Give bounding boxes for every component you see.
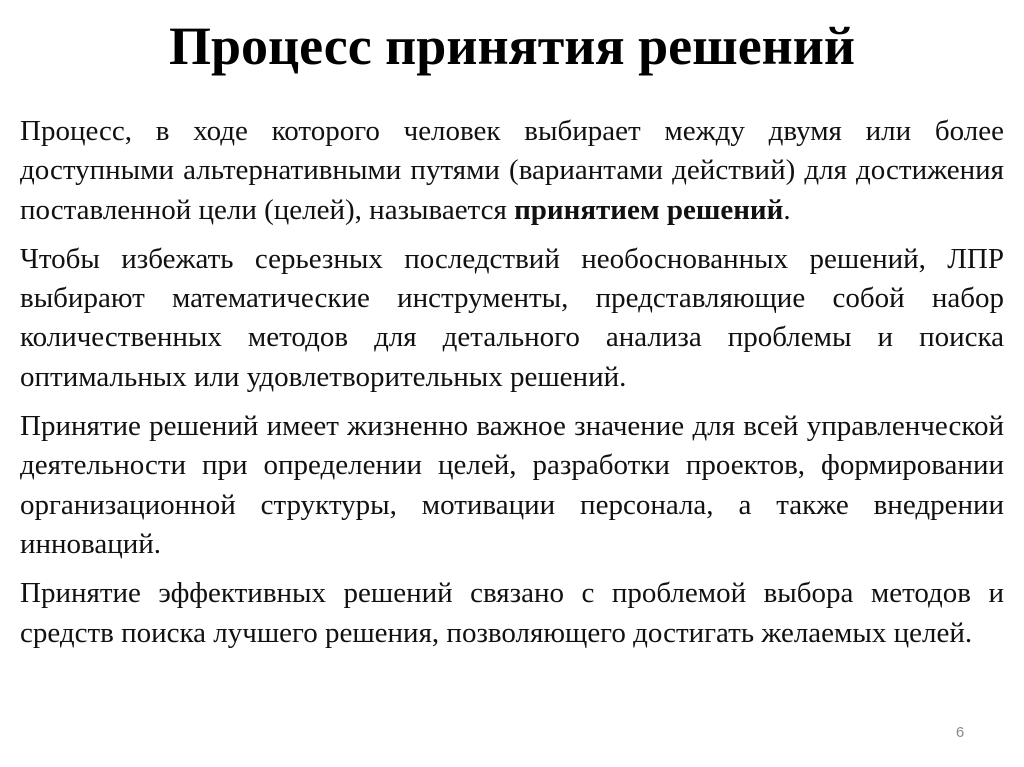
paragraph-definition	[20, 112, 1004, 230]
paragraph-definition-text: Процесс, в ходе которого человек выбирает между двумя или более доступными альтернативными путями (вариантами действий) для достижения поставленной цели (целей), называется	[20, 115, 1004, 226]
paragraph-importance: Принятие решений имеет жизненно важное значение для всей управленческой деятельности при определении целей, разработки проектов, формировании организационной структуры, мотивации персонала, а также внедрении инноваций.	[20, 410, 1004, 560]
paragraph-math-tools: Чтобы избежать серьезных последствий необоснованных решений, ЛПР выбирают математические инструменты, представляющие собой набор количественных методов для детального анализа проблемы и поиска оптимальных или удовлетворительных решений.	[20, 242, 1004, 393]
page-number: 6	[955, 724, 965, 741]
paragraph-definition-term: принятием решений	[514, 193, 784, 226]
paragraph-definition-end: .	[783, 193, 791, 226]
slide-title: Процесс принятия решений	[168, 16, 856, 76]
slide-body	[20, 112, 1004, 663]
paragraph-effective-decisions: Принятие эффективных решений связано с проблемой выбора методов и средств поиска лучшего решения, позволяющего достигать желаемых целей.	[20, 577, 1004, 649]
